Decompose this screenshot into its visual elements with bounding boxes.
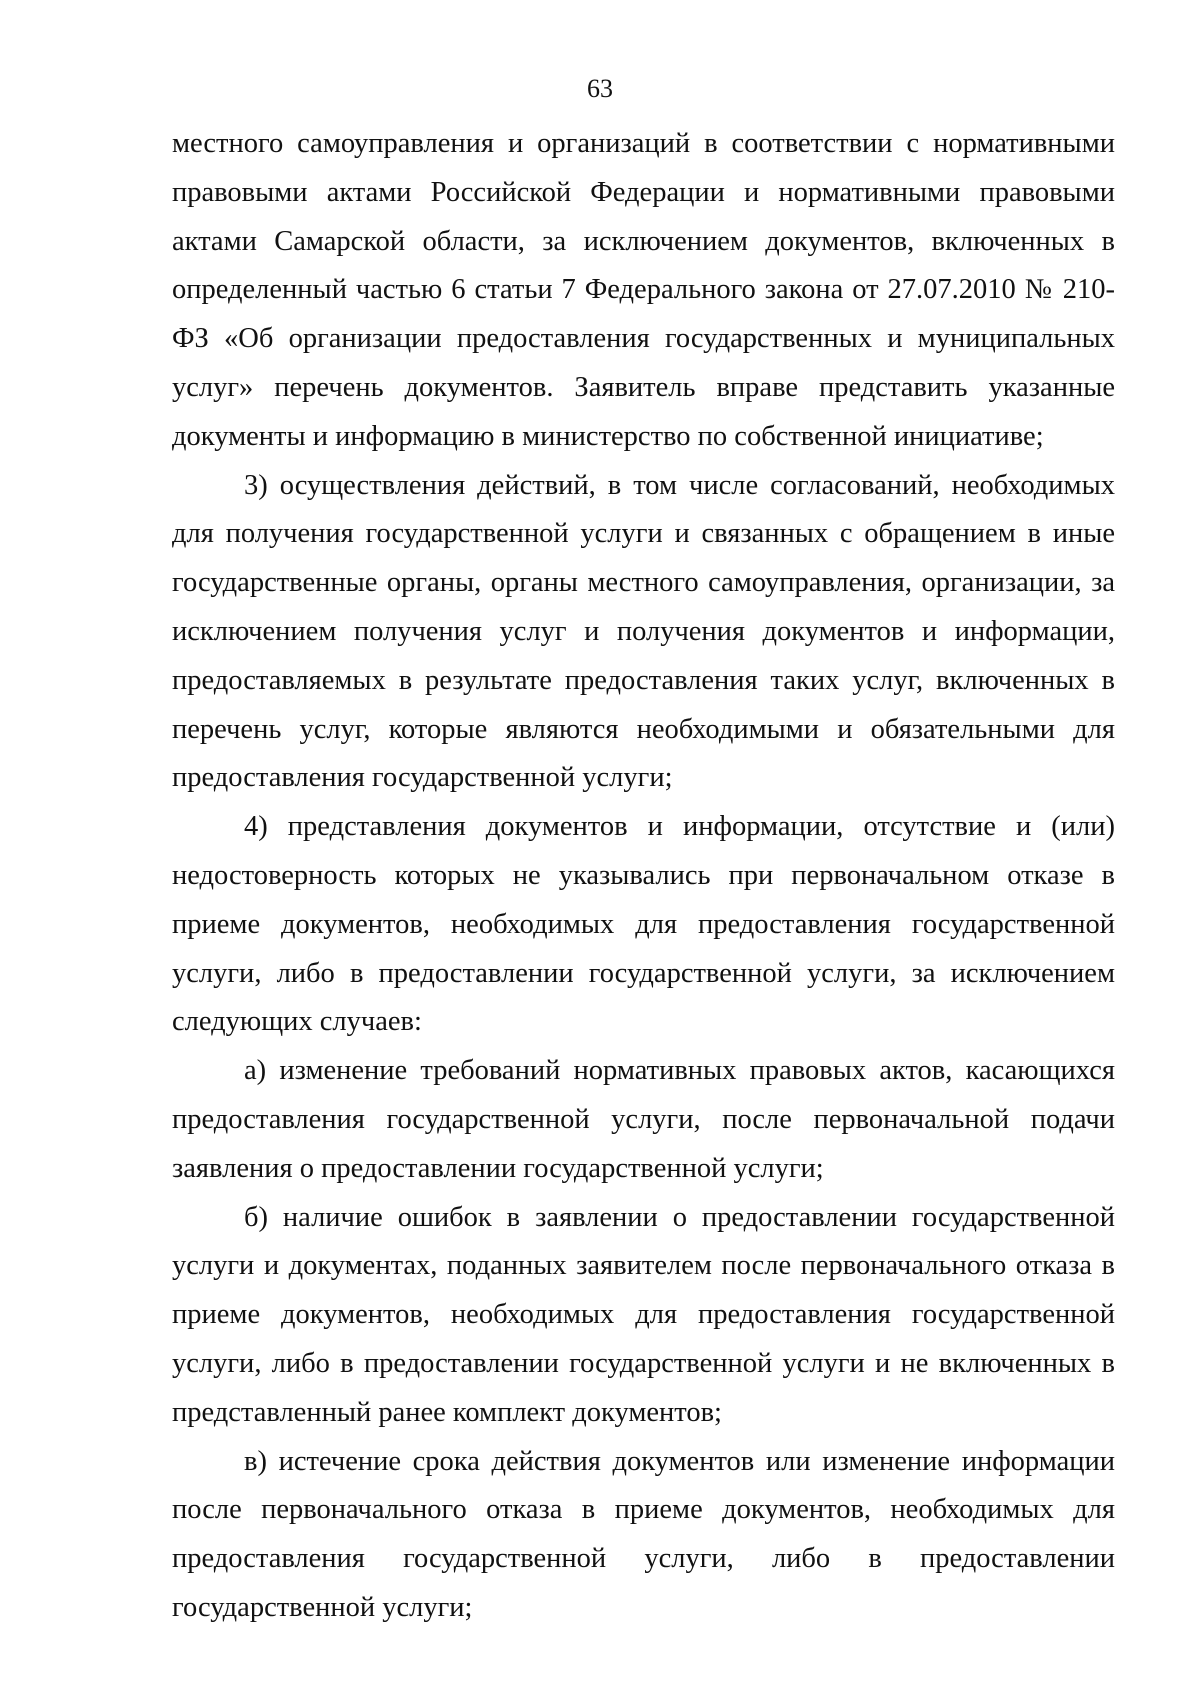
- paragraph-item-b: б) наличие ошибок в заявлении о предоставлении государственной услуги и документах, поданных заявителем после первоначального отказа в приеме документов, необходимых для предоставления государственной услуги, либо в предоставлении государственной услуги и не включенных в представленный ранее комплект документов;: [172, 1201, 1115, 1428]
- paragraph-item-a: а) изменение требований нормативных правовых актов, касающихся предоставления государственной услуги, после первоначальной подачи заявления о предоставлении государственной услуги;: [172, 1055, 1115, 1184]
- paragraph-continuation: местного самоуправления и организаций в соответствии с нормативными правовыми актами Российской Федерации и нормативными правовыми актами Самарской области, за исключением документов, включенных в определенный частью 6 статьи 7 Федерального закона от 27.07.2010 № 210-ФЗ «Об организации предоставления государственных и муниципальных услуг» перечень документов. Заявитель вправе представить указанные документы и информацию в министерство по собственной инициативе;: [172, 128, 1115, 452]
- paragraph-item-3: 3) осуществления действий, в том числе согласований, необходимых для получения государственной услуги и связанных с обращением в иные государственные органы, органы местного самоуправления, организации, за исключением получения услуг и получения документов и информации, предоставляемых в результате предоставления таких услуг, включенных в перечень услуг, которые являются необходимыми и обязательными для предоставления государственной услуги;: [172, 469, 1115, 794]
- paragraph-item-v-end: государственной услуги;: [172, 1591, 473, 1623]
- paragraph-item-4: 4) представления документов и информации, отсутствие и (или) недостоверность которых не указывались при первоначальном отказе в приеме документов, необходимых для предоставления государственной услуги, либо в предоставлении государственной услуги, за исключением следующих случаев:: [172, 811, 1115, 1038]
- paragraph-item-v: в) истечение срока действия документов или изменение информации после первоначального отказа в приеме документов, необходимых для предоставления государственной услуги, либо в предоставлении: [172, 1445, 1115, 1575]
- document-body: [172, 120, 1115, 1633]
- page-number: 63: [587, 74, 613, 103]
